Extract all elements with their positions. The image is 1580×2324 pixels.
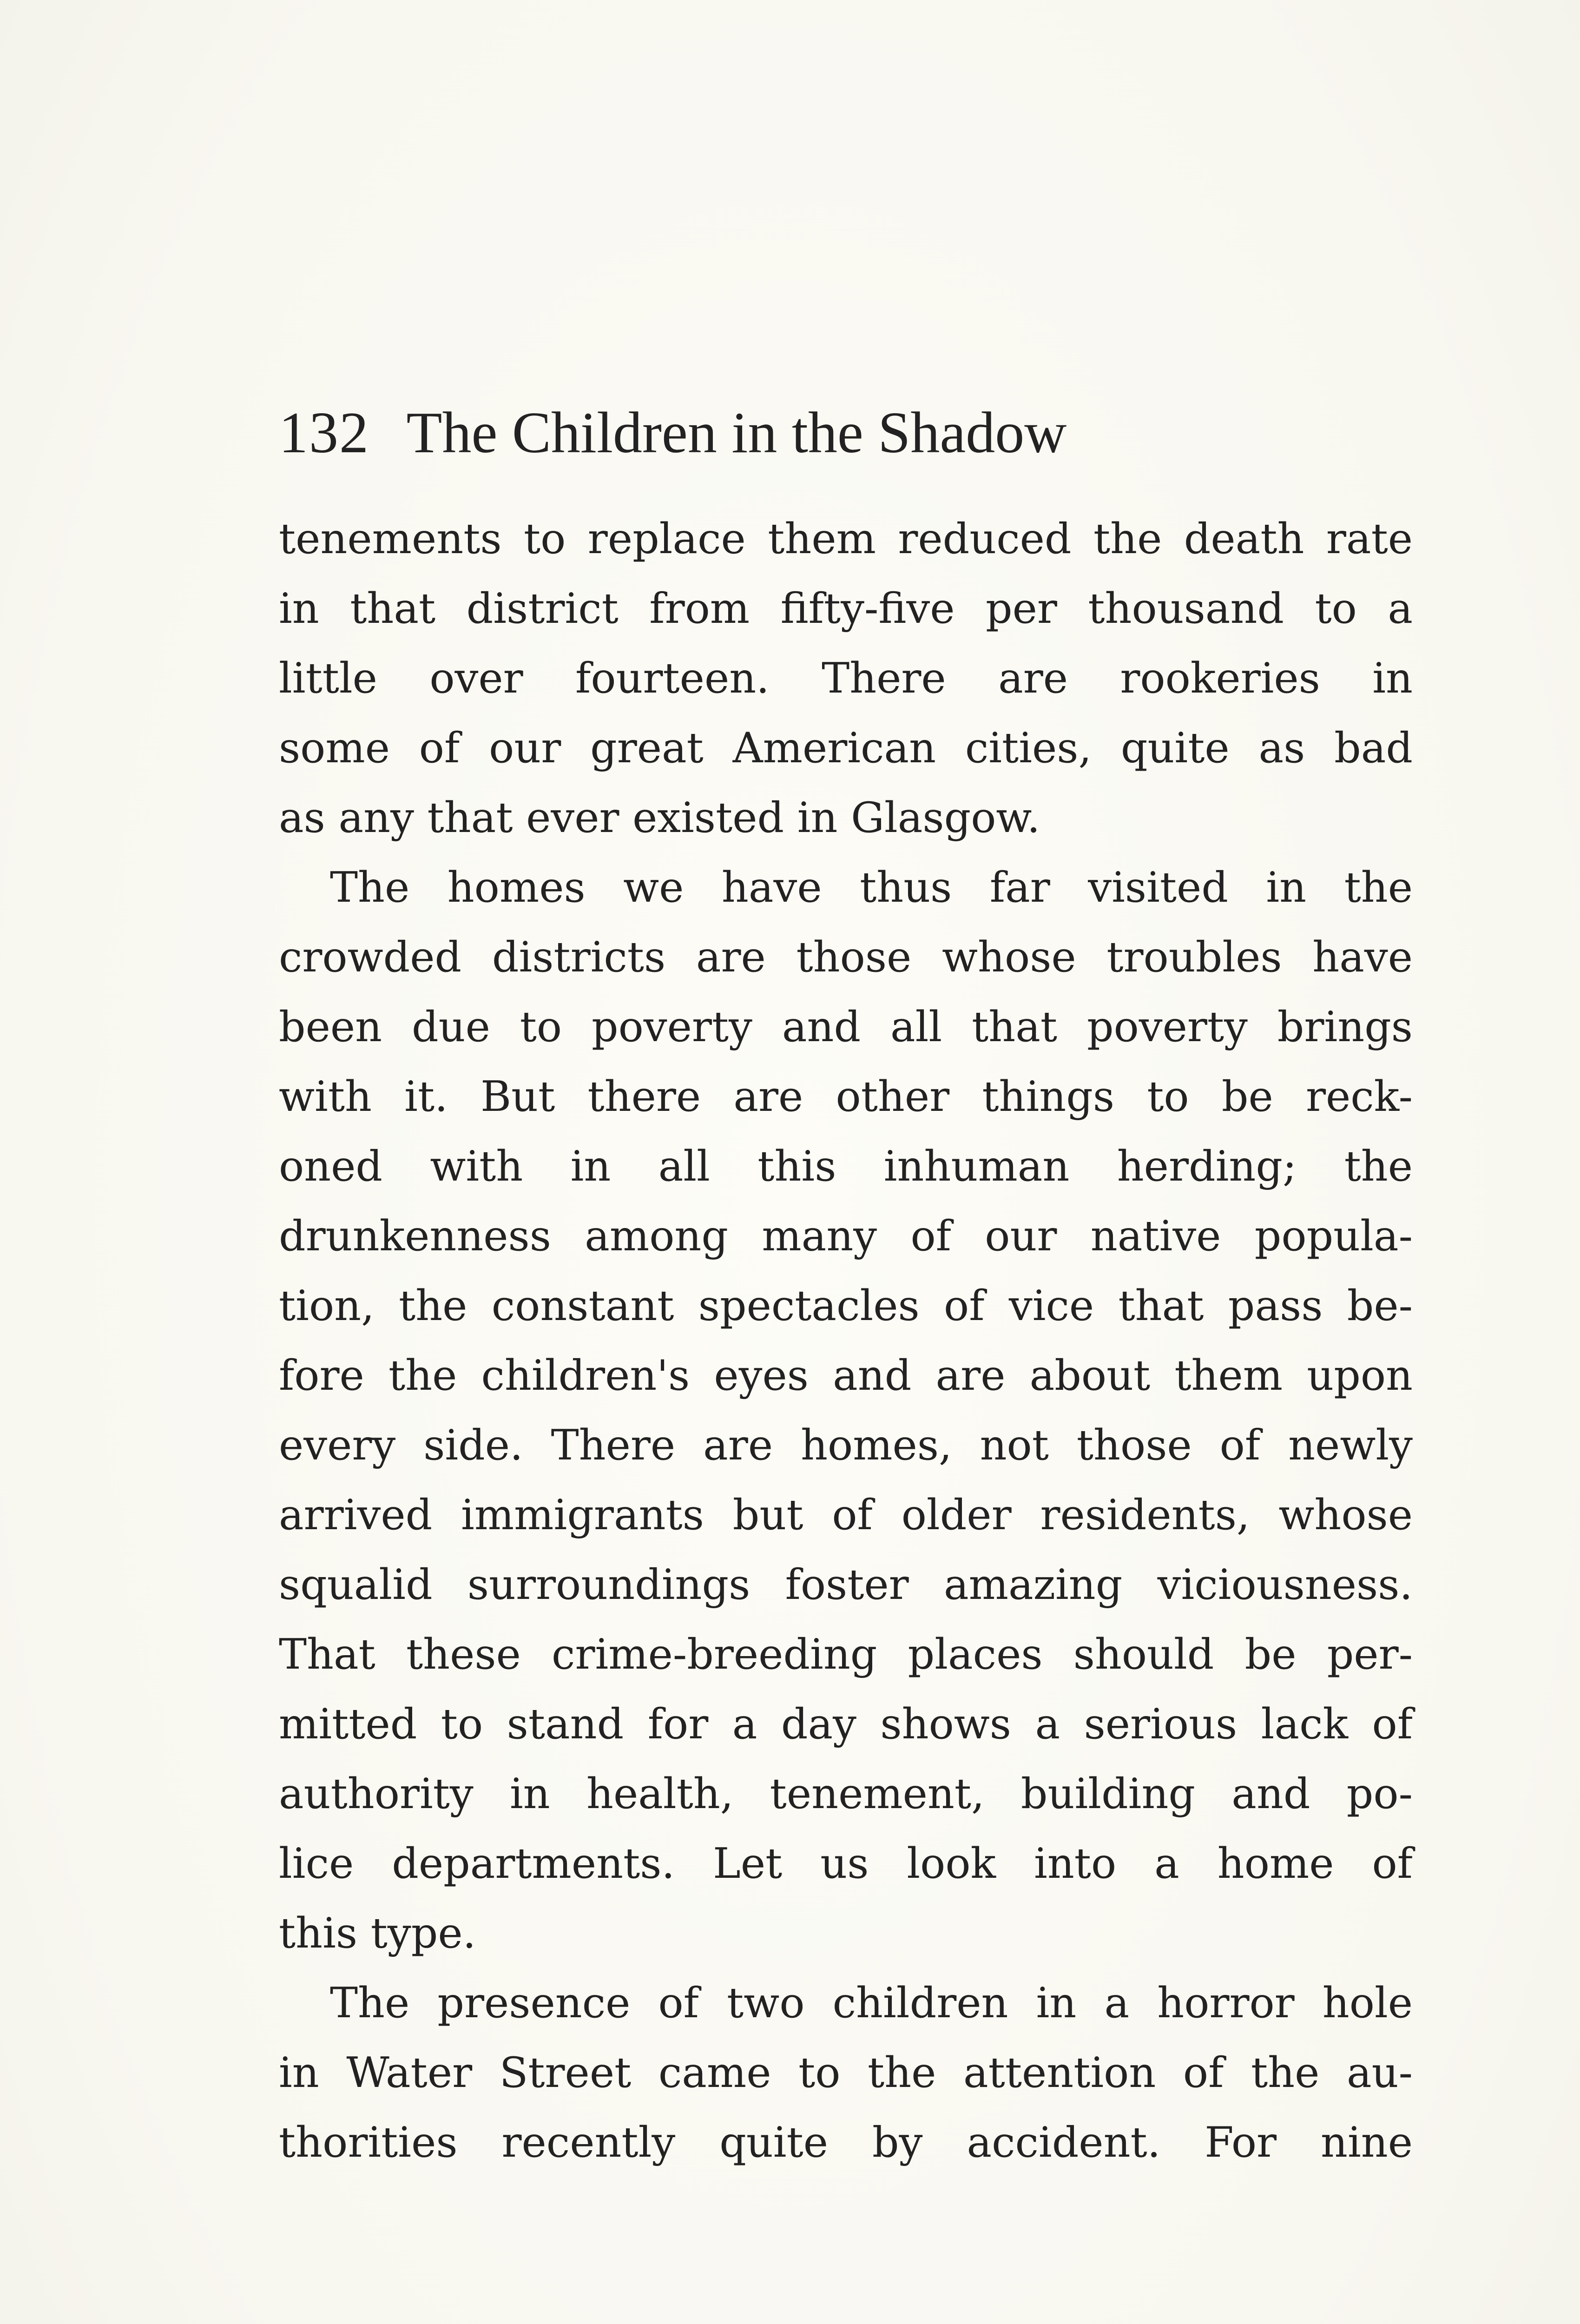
text-line: some of our great American cities, quite as bad [279,724,1413,772]
text-line: been due to poverty and all that poverty brings [279,1003,1413,1051]
text-line: squalid surroundings foster amazing viciousness. [279,1560,1413,1609]
running-head: The Children in the Shadow [406,401,1067,465]
text-line: little over fourteen. There are rookeries in [279,654,1413,703]
text-line: arrived immigrants but of older residents, whose [279,1491,1413,1539]
body-text [279,504,1413,2178]
text-line: The presence of two children in a horror hole [330,1979,1413,2027]
text-line: in that district from fifty-five per thousand to a [279,584,1413,633]
text-line: authority in health, tenement, building and po- [279,1769,1413,1818]
text-line: oned with in all this inhuman herding; the [279,1142,1413,1191]
text-line: tenements to replace them reduced the death rate [279,515,1413,563]
text-line: as any that ever existed in Glasgow. [279,793,1040,842]
text-line: That these crime-breeding places should be per- [279,1630,1413,1679]
text-line: in Water Street came to the attention of the au- [279,2048,1413,2097]
text-line: every side. There are homes, not those of newly [279,1421,1413,1470]
page-number: 132 [279,401,369,465]
text-line: fore the children's eyes and are about them upon [279,1351,1413,1400]
text-line: thorities recently quite by accident. For nine [279,2118,1413,2167]
text-line: this type. [279,1909,476,1958]
text-line: with it. But there are other things to be reck- [279,1072,1413,1121]
page-header [279,400,1417,469]
text-line: tion, the constant spectacles of vice that pass be- [279,1281,1413,1330]
text-line: lice departments. Let us look into a home of [279,1839,1413,1888]
text-line: mitted to stand for a day shows a serious lack of [279,1700,1413,1749]
text-line: drunkenness among many of our native popula- [279,1212,1413,1261]
text-line: The homes we have thus far visited in the [330,863,1413,912]
text-line: crowded districts are those whose troubles have [279,933,1413,982]
